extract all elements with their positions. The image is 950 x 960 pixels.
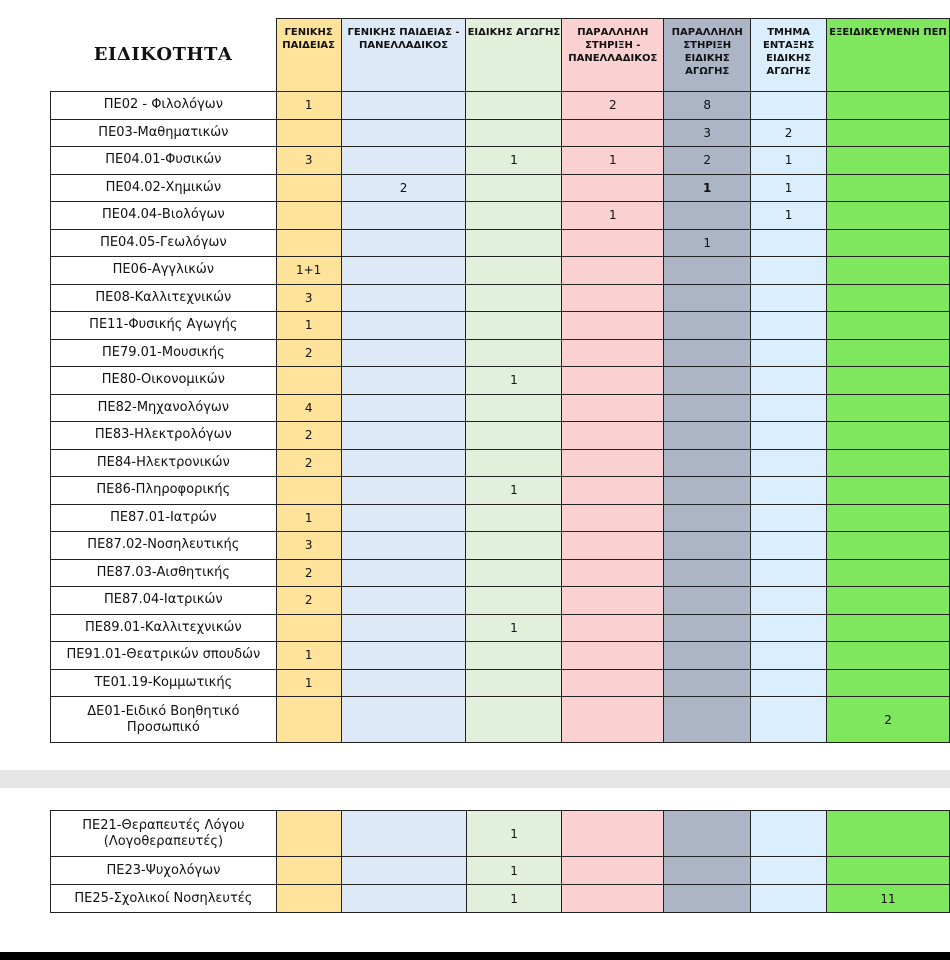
count-cell: 1 xyxy=(466,147,562,175)
count-cell xyxy=(466,504,562,532)
count-cell: 2 xyxy=(562,92,664,120)
column-header-integration-class: ΤΜΗΜΑ ΕΝΤΑΞΗΣ ΕΙΔΙΚΗΣ ΑΓΩΓΗΣ xyxy=(751,19,827,92)
count-cell xyxy=(827,257,950,285)
column-header-special-education: ΕΙΔΙΚΗΣ ΑΓΩΓΗΣ xyxy=(466,19,562,92)
count-cell xyxy=(466,119,562,147)
count-cell xyxy=(276,367,341,395)
count-cell xyxy=(562,422,664,450)
specialty-name: ΠΕ04.02-Χημικών xyxy=(51,174,277,202)
count-cell xyxy=(751,642,827,670)
specialty-name: ΠΕ84-Ηλεκτρονικών xyxy=(51,449,277,477)
count-cell xyxy=(664,422,751,450)
table-row xyxy=(51,669,950,697)
count-cell xyxy=(664,857,751,885)
count-cell xyxy=(562,119,664,147)
specialties-table-continued xyxy=(50,810,950,913)
count-cell xyxy=(562,257,664,285)
count-cell xyxy=(466,312,562,340)
count-cell xyxy=(341,477,466,505)
bottom-border-bar xyxy=(0,952,950,960)
table-row xyxy=(51,532,950,560)
count-cell xyxy=(751,669,827,697)
count-cell xyxy=(827,202,950,230)
count-cell xyxy=(827,449,950,477)
count-cell xyxy=(664,559,751,587)
count-cell xyxy=(466,587,562,615)
count-cell xyxy=(827,811,950,857)
table-row xyxy=(51,642,950,670)
count-cell: 4 xyxy=(276,394,341,422)
count-cell: 1+1 xyxy=(276,257,341,285)
count-cell xyxy=(341,284,466,312)
count-cell xyxy=(562,885,664,913)
count-cell: 8 xyxy=(664,92,751,120)
count-cell xyxy=(751,394,827,422)
table-row xyxy=(51,229,950,257)
count-cell xyxy=(751,885,827,913)
count-cell xyxy=(341,669,466,697)
count-cell xyxy=(562,559,664,587)
table-row xyxy=(51,284,950,312)
count-cell xyxy=(276,229,341,257)
specialty-name: ΠΕ79.01-Μουσικής xyxy=(51,339,277,367)
count-cell xyxy=(664,532,751,560)
count-cell xyxy=(341,449,466,477)
count-cell: 1 xyxy=(466,614,562,642)
count-cell: 2 xyxy=(276,449,341,477)
count-cell: 2 xyxy=(276,422,341,450)
count-cell xyxy=(827,367,950,395)
count-cell xyxy=(751,857,827,885)
count-cell xyxy=(664,339,751,367)
count-cell xyxy=(827,339,950,367)
table-row xyxy=(51,614,950,642)
specialty-name: ΠΕ04.04-Βιολόγων xyxy=(51,202,277,230)
count-cell xyxy=(341,257,466,285)
count-cell xyxy=(466,229,562,257)
count-cell xyxy=(562,532,664,560)
count-cell xyxy=(664,284,751,312)
count-cell xyxy=(276,857,341,885)
count-cell: 2 xyxy=(664,147,751,175)
count-cell xyxy=(827,312,950,340)
specialty-name: ΠΕ06-Αγγλικών xyxy=(51,257,277,285)
count-cell xyxy=(562,811,664,857)
count-cell xyxy=(466,202,562,230)
specialty-name: ΠΕ23-Ψυχολόγων xyxy=(51,857,277,885)
count-cell xyxy=(341,559,466,587)
count-cell xyxy=(751,559,827,587)
count-cell xyxy=(827,174,950,202)
specialty-name: ΠΕ87.04-Ιατρικών xyxy=(51,587,277,615)
count-cell xyxy=(562,449,664,477)
specialty-name: ΠΕ80-Οικονομικών xyxy=(51,367,277,395)
count-cell xyxy=(341,202,466,230)
count-cell xyxy=(466,394,562,422)
table-row xyxy=(51,559,950,587)
table-row xyxy=(51,504,950,532)
count-cell: 2 xyxy=(276,587,341,615)
count-cell xyxy=(466,669,562,697)
table-row xyxy=(51,394,950,422)
table-row xyxy=(51,339,950,367)
count-cell: 1 xyxy=(664,229,751,257)
count-cell xyxy=(664,697,751,743)
specialty-name: ΠΕ89.01-Καλλιτεχνικών xyxy=(51,614,277,642)
count-cell xyxy=(664,587,751,615)
count-cell xyxy=(664,367,751,395)
count-cell xyxy=(664,669,751,697)
count-cell xyxy=(751,312,827,340)
count-cell xyxy=(664,449,751,477)
count-cell xyxy=(341,229,466,257)
table-row xyxy=(51,367,950,395)
count-cell xyxy=(562,339,664,367)
count-cell xyxy=(562,697,664,743)
count-cell xyxy=(562,477,664,505)
count-cell: 1 xyxy=(751,202,827,230)
count-cell xyxy=(562,394,664,422)
count-cell: 1 xyxy=(276,642,341,670)
count-cell xyxy=(466,174,562,202)
count-cell xyxy=(827,147,950,175)
count-cell xyxy=(341,885,466,913)
count-cell xyxy=(751,532,827,560)
count-cell: 1 xyxy=(276,669,341,697)
count-cell xyxy=(751,504,827,532)
table-row xyxy=(51,811,950,857)
count-cell xyxy=(827,532,950,560)
specialty-name: ΠΕ86-Πληροφορικής xyxy=(51,477,277,505)
count-cell: 1 xyxy=(276,504,341,532)
header-row xyxy=(51,19,950,92)
table-row xyxy=(51,147,950,175)
count-cell xyxy=(562,174,664,202)
count-cell: 2 xyxy=(827,697,950,743)
count-cell: 1 xyxy=(466,367,562,395)
count-cell: 11 xyxy=(827,885,950,913)
count-cell xyxy=(341,697,466,743)
count-cell xyxy=(664,642,751,670)
count-cell xyxy=(562,284,664,312)
count-cell xyxy=(341,614,466,642)
table-row xyxy=(51,857,950,885)
count-cell xyxy=(664,811,751,857)
count-cell xyxy=(664,394,751,422)
count-cell xyxy=(341,367,466,395)
count-cell xyxy=(827,284,950,312)
count-cell xyxy=(341,312,466,340)
page-separator xyxy=(0,770,950,788)
count-cell: 2 xyxy=(276,559,341,587)
table-row xyxy=(51,587,950,615)
count-cell xyxy=(341,422,466,450)
specialty-name: ΠΕ21-Θεραπευτές Λόγου (Λογοθεραπευτές) xyxy=(51,811,277,857)
count-cell xyxy=(562,614,664,642)
count-cell xyxy=(466,697,562,743)
count-cell xyxy=(562,504,664,532)
count-cell: 1 xyxy=(466,885,562,913)
specialty-name: ΠΕ03-Μαθηματικών xyxy=(51,119,277,147)
count-cell xyxy=(751,284,827,312)
count-cell: 1 xyxy=(562,202,664,230)
count-cell xyxy=(751,477,827,505)
count-cell xyxy=(751,422,827,450)
count-cell xyxy=(341,857,466,885)
count-cell xyxy=(664,257,751,285)
count-cell: 1 xyxy=(664,174,751,202)
count-cell xyxy=(562,312,664,340)
count-cell: 3 xyxy=(664,119,751,147)
count-cell xyxy=(341,147,466,175)
count-cell xyxy=(827,559,950,587)
table-row xyxy=(51,174,950,202)
count-cell xyxy=(751,229,827,257)
count-cell xyxy=(466,449,562,477)
count-cell xyxy=(664,477,751,505)
count-cell: 3 xyxy=(276,284,341,312)
count-cell: 1 xyxy=(466,857,562,885)
table-row xyxy=(51,697,950,743)
specialty-name: ΠΕ04.01-Φυσικών xyxy=(51,147,277,175)
count-cell xyxy=(341,504,466,532)
count-cell xyxy=(664,202,751,230)
column-header-specialized-pep: ΕΞΕΙΔΙΚΕΥΜΕΝΗ ΠΕΠ xyxy=(827,19,950,92)
table-row xyxy=(51,92,950,120)
count-cell xyxy=(664,614,751,642)
count-cell xyxy=(751,339,827,367)
count-cell xyxy=(276,477,341,505)
count-cell: 1 xyxy=(751,174,827,202)
count-cell xyxy=(751,614,827,642)
count-cell xyxy=(276,174,341,202)
count-cell xyxy=(827,477,950,505)
count-cell: 1 xyxy=(562,147,664,175)
count-cell xyxy=(827,857,950,885)
specialty-name: ΠΕ87.01-Ιατρών xyxy=(51,504,277,532)
count-cell xyxy=(751,697,827,743)
count-cell xyxy=(466,559,562,587)
count-cell xyxy=(341,394,466,422)
table-row xyxy=(51,312,950,340)
count-cell xyxy=(751,257,827,285)
specialty-name: ΠΕ04.05-Γεωλόγων xyxy=(51,229,277,257)
count-cell xyxy=(562,367,664,395)
count-cell xyxy=(466,642,562,670)
count-cell xyxy=(664,312,751,340)
count-cell xyxy=(466,339,562,367)
count-cell xyxy=(562,669,664,697)
table-row xyxy=(51,202,950,230)
specialty-name: ΔΕ01-Ειδικό Βοηθητικό Προσωπικό xyxy=(51,697,277,743)
specialty-name: ΠΕ08-Καλλιτεχνικών xyxy=(51,284,277,312)
count-cell xyxy=(341,811,466,857)
count-cell xyxy=(466,284,562,312)
count-cell xyxy=(827,229,950,257)
column-header-general-education: ΓΕΝΙΚΗΣ ΠΑΙΔΕΙΑΣ xyxy=(276,19,341,92)
count-cell xyxy=(276,811,341,857)
count-cell xyxy=(466,92,562,120)
column-header-parallel-support-nationwide: ΠΑΡΑΛΛΗΛΗ ΣΤΗΡΙΞΗ - ΠΑΝΕΛΛΑΔΙΚΟΣ xyxy=(562,19,664,92)
count-cell: 2 xyxy=(276,339,341,367)
count-cell xyxy=(827,92,950,120)
specialty-name: ΠΕ82-Μηχανολόγων xyxy=(51,394,277,422)
count-cell: 2 xyxy=(751,119,827,147)
count-cell xyxy=(276,202,341,230)
count-cell xyxy=(341,339,466,367)
column-header-specialty: ΕΙΔΙΚΟΤΗΤΑ xyxy=(51,19,277,92)
count-cell: 1 xyxy=(276,312,341,340)
count-cell xyxy=(341,587,466,615)
specialty-name: ΤΕ01.19-Κομμωτικής xyxy=(51,669,277,697)
count-cell xyxy=(664,885,751,913)
specialty-name: ΠΕ87.03-Αισθητικής xyxy=(51,559,277,587)
count-cell xyxy=(827,614,950,642)
column-header-parallel-support-special-education: ΠΑΡΑΛΛΗΛΗ ΣΤΗΡΙΞΗ ΕΙΔΙΚΗΣ ΑΓΩΓΗΣ xyxy=(664,19,751,92)
count-cell xyxy=(562,587,664,615)
column-header-general-education-nationwide: ΓΕΝΙΚΗΣ ΠΑΙΔΕΙΑΣ - ΠΑΝΕΛΛΑΔΙΚΟΣ xyxy=(341,19,466,92)
count-cell: 3 xyxy=(276,147,341,175)
table-row xyxy=(51,477,950,505)
count-cell xyxy=(341,642,466,670)
specialty-name: ΠΕ87.02-Νοσηλευτικής xyxy=(51,532,277,560)
count-cell xyxy=(466,532,562,560)
count-cell xyxy=(466,257,562,285)
count-cell xyxy=(466,422,562,450)
count-cell xyxy=(827,504,950,532)
count-cell xyxy=(751,587,827,615)
count-cell xyxy=(827,422,950,450)
count-cell xyxy=(751,367,827,395)
count-cell xyxy=(827,587,950,615)
specialty-name: ΠΕ02 - Φιλολόγων xyxy=(51,92,277,120)
count-cell xyxy=(276,614,341,642)
count-cell xyxy=(664,504,751,532)
count-cell xyxy=(751,449,827,477)
count-cell: 2 xyxy=(341,174,466,202)
count-cell xyxy=(341,532,466,560)
count-cell: 1 xyxy=(466,811,562,857)
count-cell xyxy=(751,811,827,857)
count-cell: 1 xyxy=(276,92,341,120)
table-row xyxy=(51,885,950,913)
table-row xyxy=(51,422,950,450)
count-cell xyxy=(562,229,664,257)
count-cell xyxy=(276,697,341,743)
count-cell xyxy=(827,119,950,147)
count-cell: 3 xyxy=(276,532,341,560)
count-cell xyxy=(751,92,827,120)
count-cell xyxy=(276,119,341,147)
table-row xyxy=(51,257,950,285)
count-cell: 1 xyxy=(751,147,827,175)
count-cell xyxy=(341,92,466,120)
count-cell xyxy=(341,119,466,147)
count-cell xyxy=(827,394,950,422)
specialties-table xyxy=(50,18,950,743)
count-cell xyxy=(827,669,950,697)
count-cell xyxy=(562,857,664,885)
count-cell: 1 xyxy=(466,477,562,505)
specialty-name: ΠΕ25-Σχολικοί Νοσηλευτές xyxy=(51,885,277,913)
count-cell xyxy=(562,642,664,670)
specialty-name: ΠΕ83-Ηλεκτρολόγων xyxy=(51,422,277,450)
specialty-name: ΠΕ91.01-Θεατρικών σπουδών xyxy=(51,642,277,670)
table-row xyxy=(51,119,950,147)
count-cell xyxy=(827,642,950,670)
table-row xyxy=(51,449,950,477)
specialty-name: ΠΕ11-Φυσικής Αγωγής xyxy=(51,312,277,340)
count-cell xyxy=(276,885,341,913)
